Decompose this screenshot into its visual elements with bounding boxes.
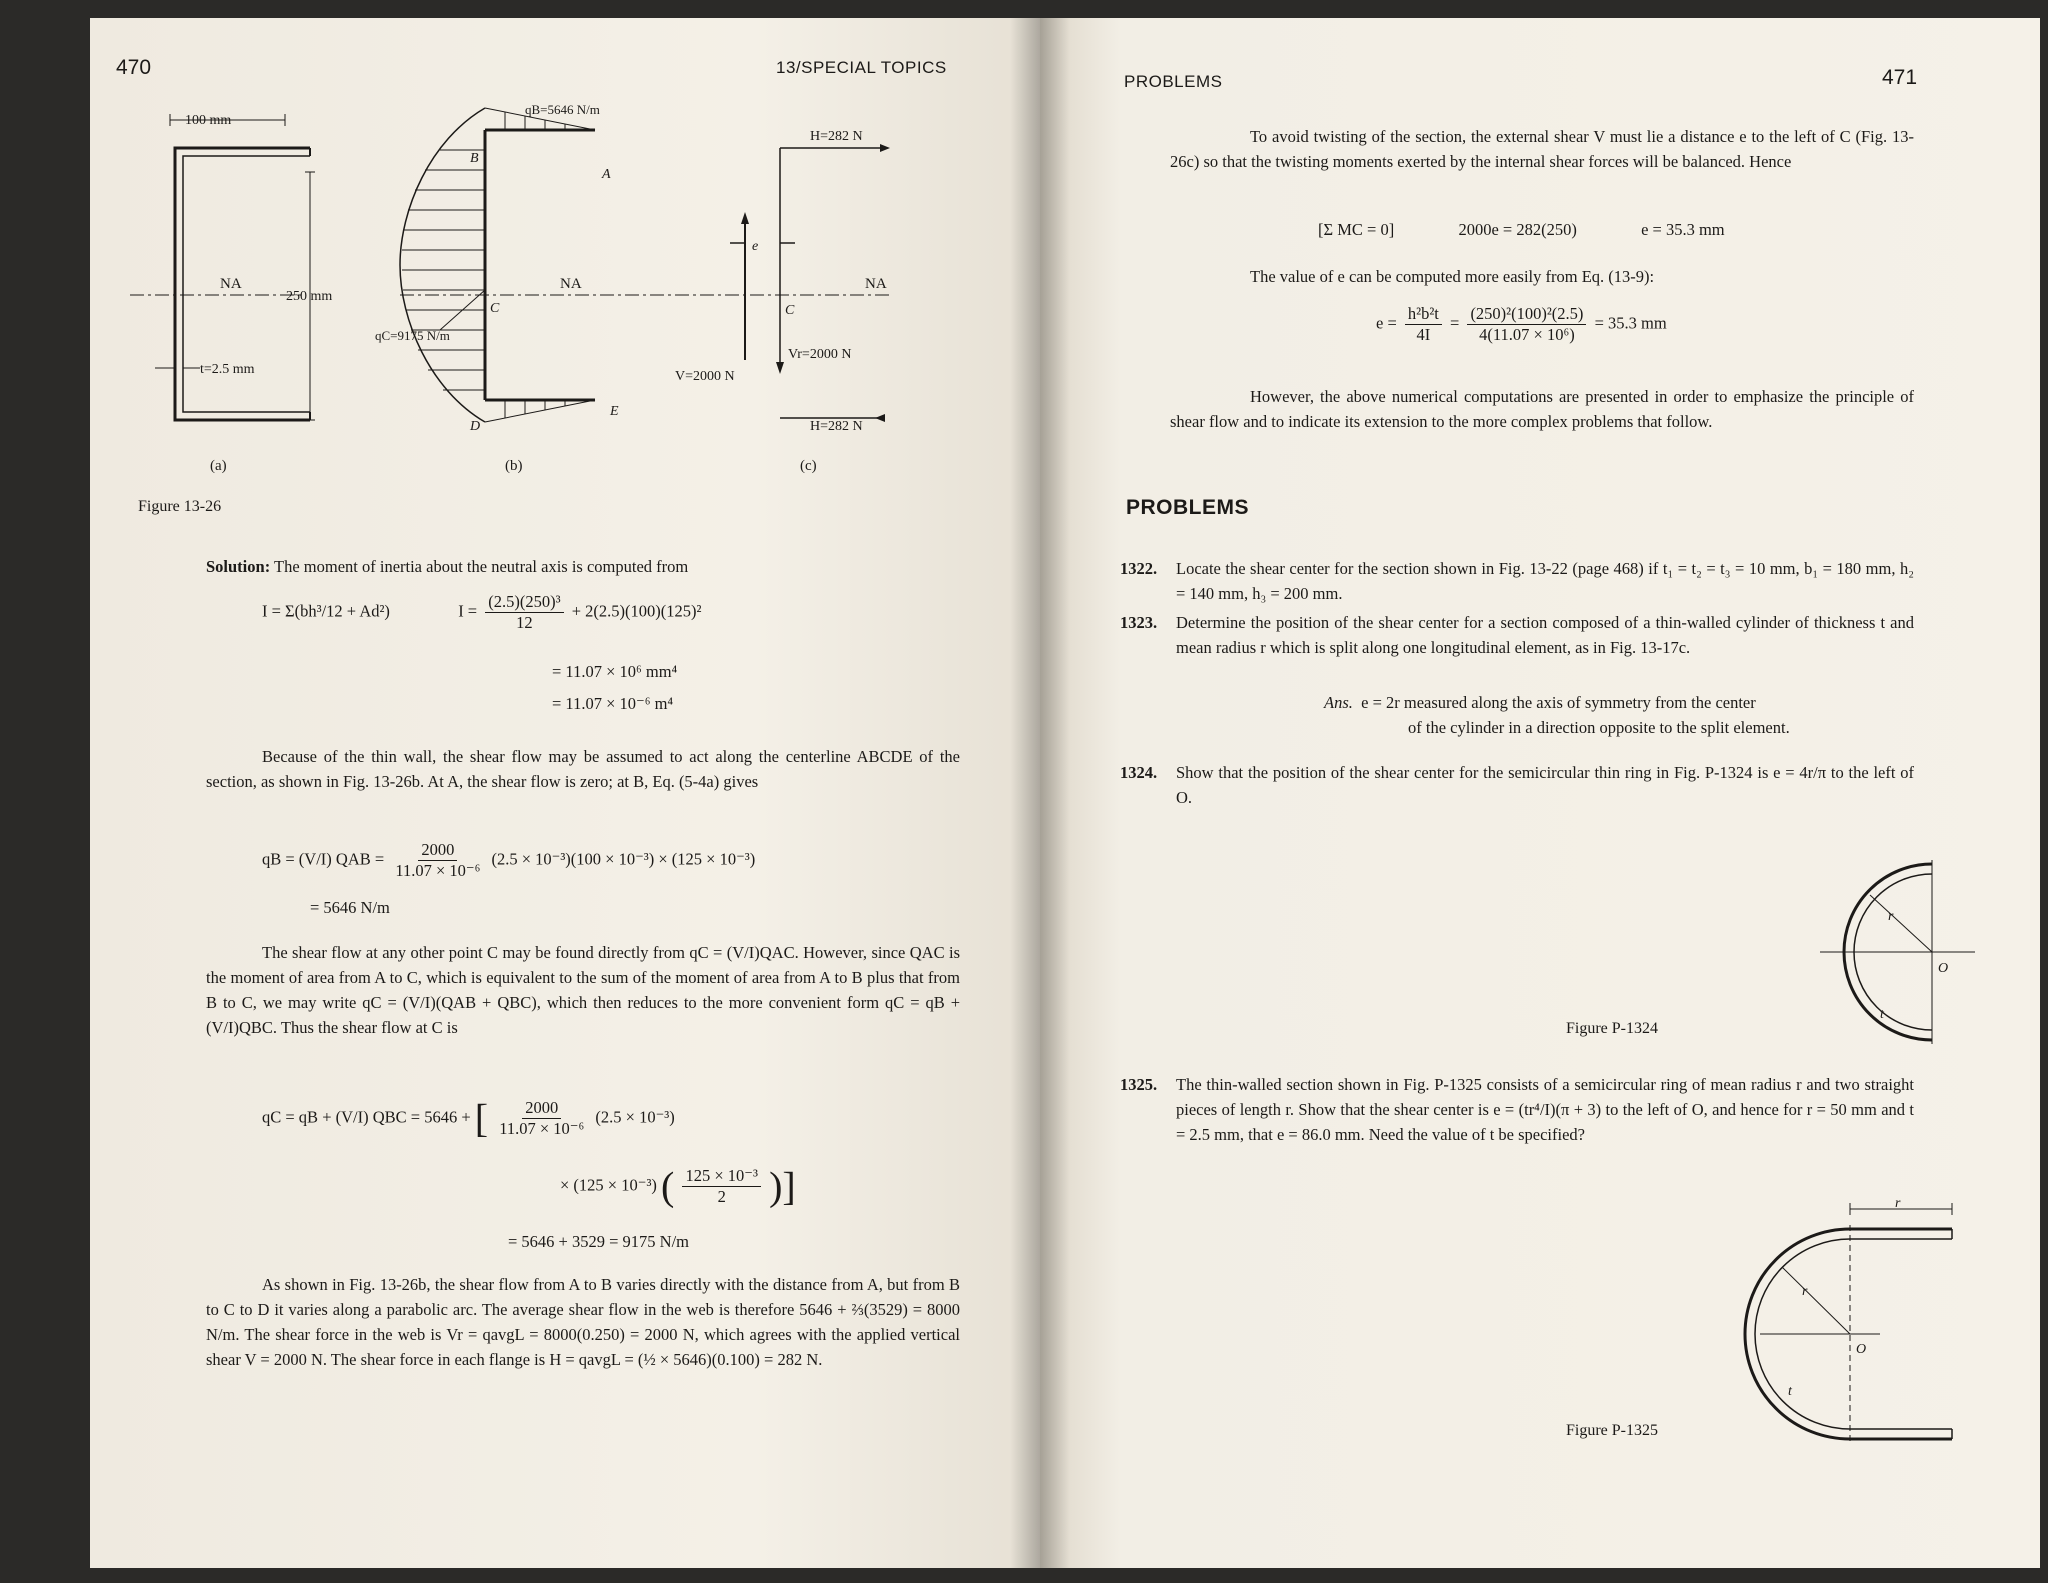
eq-qb-result: = 5646 N/m [310, 898, 390, 917]
eq-qb-tail: (2.5 × 10⁻³)(100 × 10⁻³) × (125 × 10⁻³) [491, 849, 756, 869]
p1325-r-top: r [1895, 1196, 1901, 1211]
c-label: C [785, 303, 795, 318]
answer-1323: Ans. e = 2r measured along the axis of symmetry from the center of the cylinder in a direction opposite to the split element. [1324, 693, 1790, 737]
paragraph-however: However, the above numerical computations are presented in order to emphasize the principle of shear flow and to indicate its extension to the more complex problems that follow. [1170, 387, 1914, 431]
eq-inertia [262, 592, 962, 633]
eq-qc-line2: × (125 × 10⁻³) ( $\frac{\text{125 × 10⁻³}}{2}$ )] [560, 1163, 796, 1209]
eq-qb [262, 840, 982, 881]
thickness-label: t=2.5 mm [200, 362, 255, 377]
eq-qc-frac: $\frac{2000}{\text{11.07 × 10⁻⁶}}$ [499, 1098, 585, 1138]
eq-qb-lhs: qB = (V/I) QAB = [262, 849, 385, 869]
p1325-r: r [1802, 1284, 1808, 1299]
problems-section-title: PROBLEMS [1126, 496, 1250, 519]
h-top-label: H=282 N [810, 129, 863, 144]
p1325-t: t [1788, 1384, 1792, 1399]
panel-b-label: (b) [505, 458, 523, 474]
eq-qc-lhs: qC = qB + (V/I) QBC = 5646 + [262, 1107, 471, 1127]
figure-p-1325 [1720, 1195, 1960, 1445]
page-number-right: 471 [1882, 66, 1918, 89]
solution-label: Solution: [206, 557, 271, 576]
eq-moment [1318, 220, 1918, 240]
eq-qc: qC = qB + (V/I) QBC = 5646 + [ $\frac{2000}{\text{11.07 × 10⁻⁶}}$ (2.5 × 10⁻³) [262, 1095, 675, 1141]
figure-caption-13-26: Figure 13-26 [138, 498, 222, 515]
panel-a-label: (a) [210, 458, 227, 474]
problem-1322: 1322. Locate the shear center for the section shown in Fig. 13-22 (page 468) if t₁ = t₂ = t₃ = 10 mm, b₁ = 180 mm, h₂ = 140 mm, h₃ = 200 mm. [1120, 559, 1914, 603]
p1324-t: t [1880, 1007, 1884, 1022]
p1324-r: r [1888, 909, 1894, 924]
dim-width-label: 100 mm [185, 113, 232, 128]
eq-moment-mid: 2000e = 282(250) [1458, 220, 1577, 239]
running-head-right: PROBLEMS [1124, 72, 1223, 91]
problem-1324: 1324. Show that the position of the shear center for the semicircular thin ring in Fig. P-1324 is e = 4r/π to the left of O. [1120, 763, 1914, 807]
problem-1325: 1325. The thin-walled section shown in Fig. P-1325 consists of a semicircular ring of mean radius r and two straight pieces of length r. Show that the shear center is e = (tr⁴/I)(π + 3) to the left of O, and hence for r = 50 mm and t = 2.5 mm, that e = 86.0 mm. Need the value of t be specified? [1120, 1075, 1914, 1144]
eq-e: e = $\frac{\text{h²b²t}}{4I}$ = $\frac{\text{(250)²(100)²(2.5)}}{\text{4(11.07 × 10⁶)}}$ = 35.3 mm [1376, 304, 1667, 344]
eq-e-frac2: $\frac{\text{(250)²(100)²(2.5)}}{\text{4(11.07 × 10⁶)}}$ [1467, 304, 1586, 345]
qc-label: qC=9175 N/m [375, 328, 450, 343]
point-b: B [470, 151, 479, 166]
eq-inertia-i: I = [458, 601, 478, 621]
point-c: C [490, 301, 500, 316]
panel-c-na: NA [865, 276, 887, 292]
p1324-o: O [1938, 961, 1949, 976]
paragraph-shear-flow-c: The shear flow at any other point C may be found directly from qC = (V/I)QAC. However, since QAC is the moment of area from A to C, which is equivalent to the sum of the moment of area from A to B plus that from B to C, we may write qC = (V/I)(QAB + QBC), which then reduces to the more convenient form qC = qB + (V/I)QBC. Thus the shear flow at C is [206, 943, 960, 1037]
h-bot-label: H=282 N [810, 419, 863, 434]
figure-13-26 [130, 100, 930, 510]
eq-qc-line2-frac: $\frac{\text{125 × 10⁻³}}{2}$ [682, 1166, 760, 1207]
problem-1323: 1323. Determine the position of the shear center for a section composed of a thin-walled cylinder of thickness t and mean radius r which is split along one longitudinal element, as in Fig. 13-17c. [1120, 613, 1914, 657]
paragraph-avoid-twisting: To avoid twisting of the section, the external shear V must lie a distance e to the left of C (Fig. 13-26c) so that the twisting moments exerted by the internal shear forces will be balanced. Hence [1170, 127, 1914, 171]
qb-label: qB=5646 N/m [525, 102, 600, 117]
paragraph-eq-13-9: The value of e can be computed more easily from Eq. (13-9): [1250, 267, 1655, 286]
running-head-left: 13/SPECIAL TOPICS [776, 58, 947, 77]
paragraph-thin-wall: Because of the thin wall, the shear flow may be assumed to act along the centerline ABCDE of the section, as shown in Fig. 13-26b. At A, the shear flow is zero; at B, Eq. (5-4a) gives [206, 747, 960, 791]
eq-inertia-line2: = 11.07 × 10⁶ mm⁴ [552, 662, 678, 681]
eq-e-frac1: $\frac{\text{h²b²t}}{4I}$ [1405, 304, 1442, 345]
e-label: e [752, 239, 759, 254]
paragraph-average-shear: As shown in Fig. 13-26b, the shear flow from A to B varies directly with the distance from A, but from B to C to D it varies along a parabolic arc. The average shear flow in the web is therefore 5646 + ⅔(3529) = 8000 N/m. The shear force in the web is Vr = qavgL = 8000(0.250) = 2000 N, which agrees with the applied vertical shear V = 2000 N. The shear force in each flange is H = qavgL = (½ × 5646)(0.100) = 282 N. [206, 1275, 960, 1369]
page-number-left: 470 [116, 56, 152, 79]
dim-height-label: 250 mm [286, 289, 333, 304]
point-d: D [470, 419, 481, 434]
vr-label: Vr=2000 N [788, 347, 852, 362]
p1325-o: O [1856, 1342, 1867, 1357]
eq-inertia-tail: + 2(2.5)(100)(125)² [571, 601, 702, 621]
figure-caption-p-1324: Figure P-1324 [1566, 1020, 1658, 1037]
v-label: V=2000 N [675, 369, 735, 384]
eq-qc-result: = 5646 + 3529 = 9175 N/m [508, 1232, 690, 1251]
solution-intro-line [206, 554, 946, 579]
eq-inertia-line3: = 11.07 × 10⁻⁶ m⁴ [552, 694, 674, 713]
point-a: A [602, 167, 611, 182]
eq-moment-left: [Σ MC = 0] [1318, 220, 1395, 239]
figure-caption-p-1325: Figure P-1325 [1566, 1422, 1658, 1439]
solution-intro: The moment of inertia about the neutral axis is computed from [274, 557, 689, 576]
figure-p-1324 [1800, 850, 1980, 1050]
book-gutter [1010, 18, 1070, 1568]
panel-b-na: NA [560, 276, 582, 292]
eq-e-result: = 35.3 mm [1594, 313, 1667, 333]
point-e: E [610, 404, 619, 419]
eq-qb-frac: $\frac{2000}{\text{11.07 × 10⁻⁶}}$ [395, 840, 481, 880]
panel-a-na: NA [220, 276, 242, 292]
eq-inertia-left: I = Σ(bh³/12 + Ad²) [262, 601, 390, 621]
panel-c-label: (c) [800, 458, 817, 474]
eq-moment-right: e = 35.3 mm [1641, 220, 1725, 239]
eq-qc-tail: (2.5 × 10⁻³) [595, 1107, 675, 1127]
eq-inertia-frac: $\frac{\text{(2.5)(250)³}}{12}$ [485, 592, 563, 633]
answer-label: Ans. [1324, 693, 1353, 712]
